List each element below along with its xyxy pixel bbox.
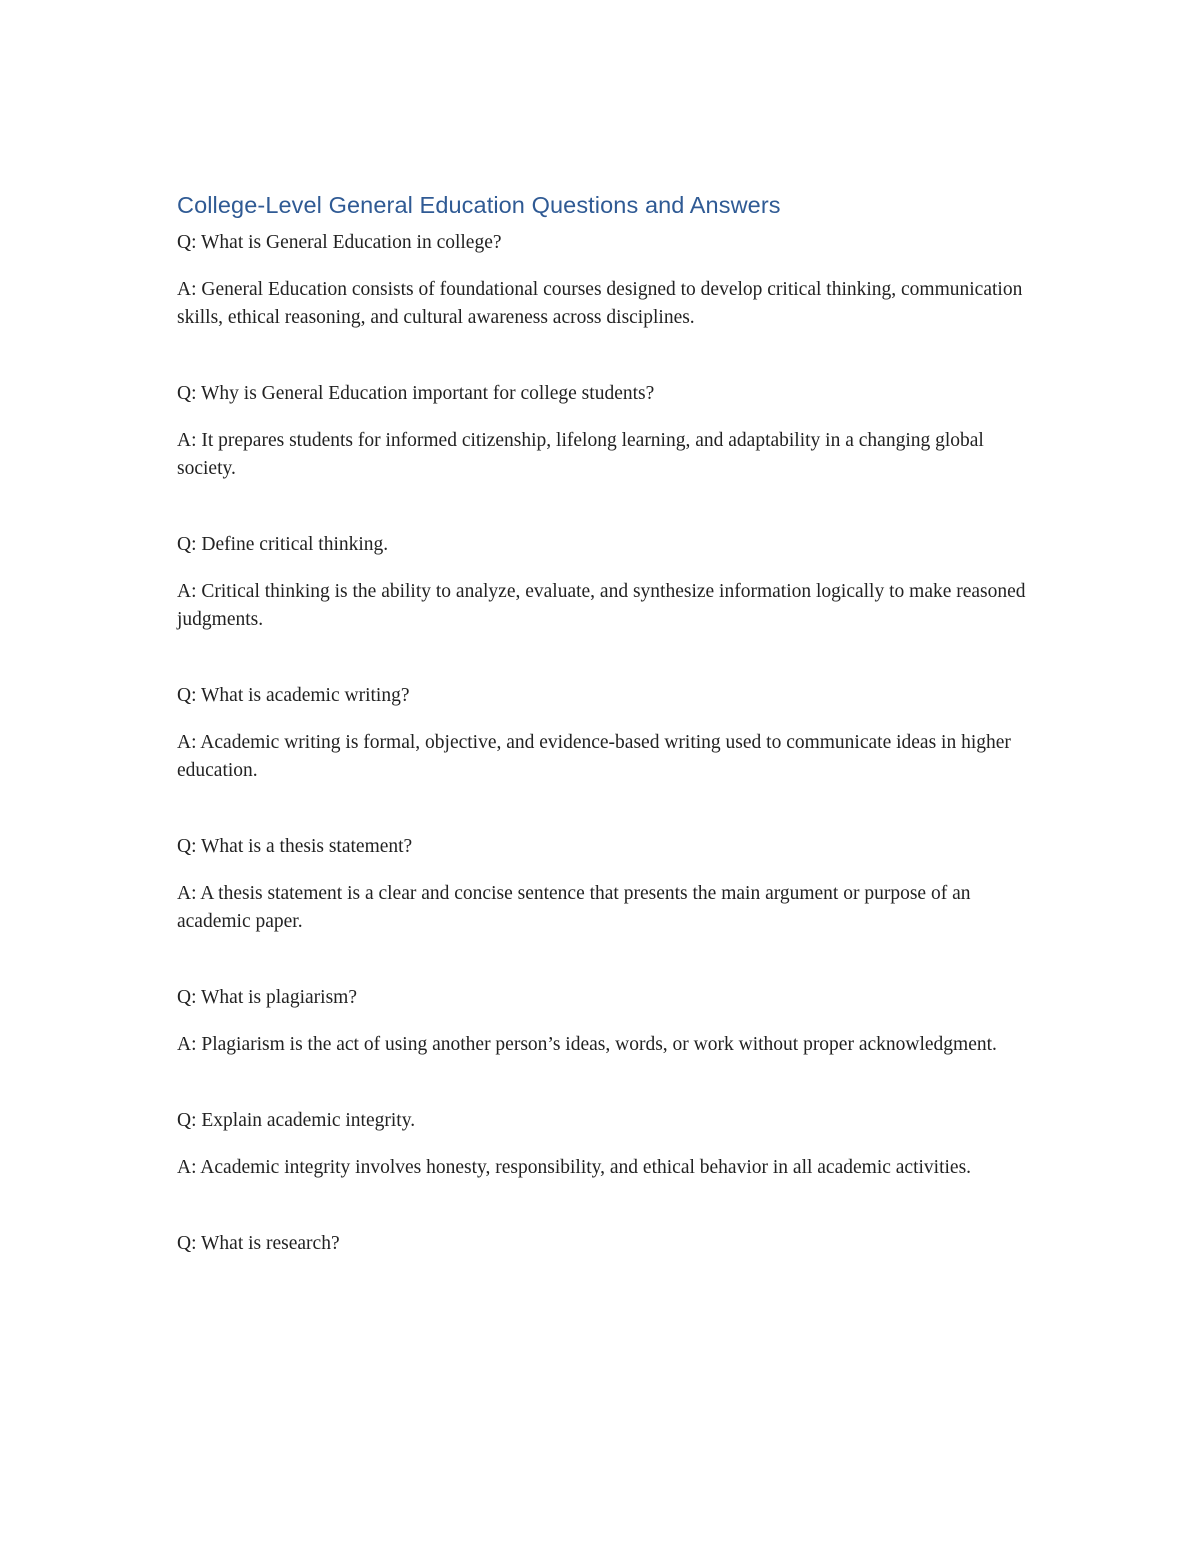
question-text: Q: Explain academic integrity. bbox=[177, 1110, 416, 1131]
question-text: Q: What is research? bbox=[177, 1233, 340, 1254]
qa-item bbox=[177, 380, 1027, 483]
qa-item bbox=[177, 1107, 1027, 1182]
question-text: Q: What is a thesis statement? bbox=[177, 836, 413, 857]
qa-item bbox=[177, 1230, 1027, 1258]
document-title: College-Level General Education Questions and Answers bbox=[177, 192, 781, 218]
answer-text: A: Critical thinking is the ability to analyze, evaluate, and synthesize information logically to make reasoned judgments. bbox=[177, 581, 1026, 630]
answer-text: A: Plagiarism is the act of using another person’s ideas, words, or work without proper acknowledgment. bbox=[177, 1034, 997, 1055]
document-body bbox=[177, 189, 1027, 1277]
question-text: Q: What is academic writing? bbox=[177, 685, 410, 706]
qa-item bbox=[177, 682, 1027, 785]
qa-item bbox=[177, 984, 1027, 1059]
answer-text: A: It prepares students for informed citizenship, lifelong learning, and adaptability in a changing global society. bbox=[177, 430, 984, 479]
qa-item bbox=[177, 531, 1027, 634]
answer-text: A: A thesis statement is a clear and concise sentence that presents the main argument or purpose of an academic paper. bbox=[177, 883, 971, 932]
qa-item bbox=[177, 833, 1027, 936]
question-text: Q: Why is General Education important for college students? bbox=[177, 383, 655, 404]
answer-text: A: Academic writing is formal, objective, and evidence-based writing used to communicate ideas in higher education. bbox=[177, 732, 1011, 781]
answer-text: A: General Education consists of foundational courses designed to develop critical thinking, communication skills, ethical reasoning, and cultural awareness across disciplines. bbox=[177, 279, 1023, 328]
qa-item bbox=[177, 229, 1027, 332]
question-text: Q: What is plagiarism? bbox=[177, 987, 357, 1008]
question-text: Q: What is General Education in college? bbox=[177, 232, 502, 253]
answer-text: A: Academic integrity involves honesty, responsibility, and ethical behavior in all academic activities. bbox=[177, 1157, 972, 1178]
question-text: Q: Define critical thinking. bbox=[177, 534, 389, 555]
